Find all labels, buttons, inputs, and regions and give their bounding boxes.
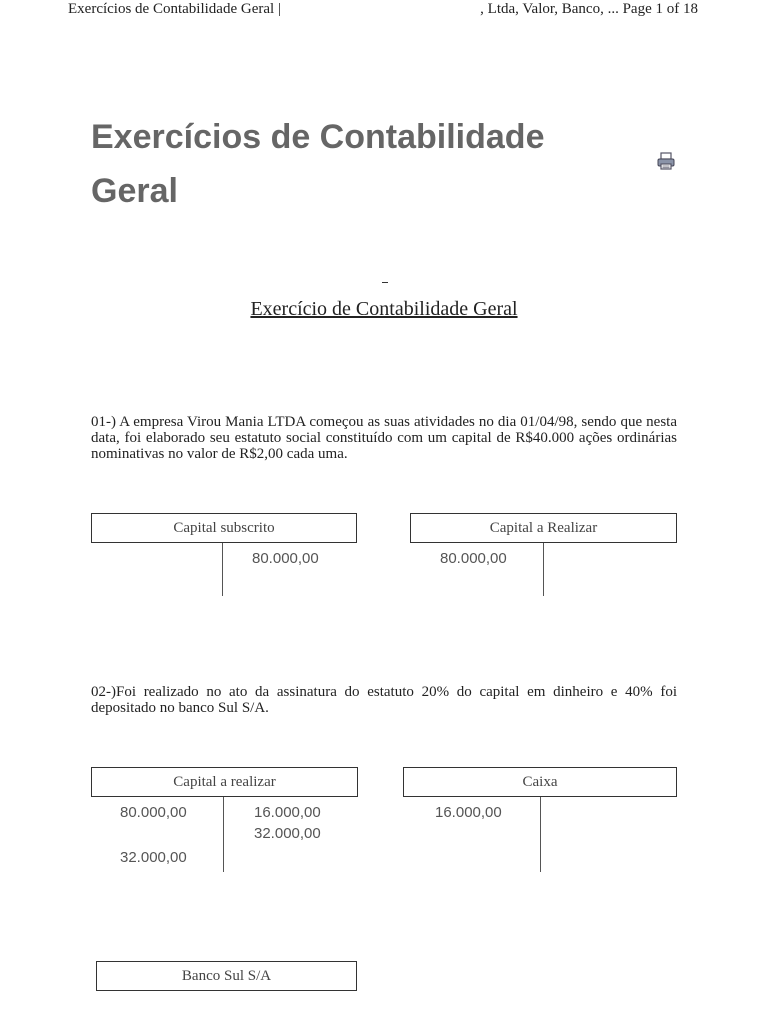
account-capital-subscrito-title: Capital subscrito xyxy=(91,513,357,543)
account-capital-a-realizar-2-title: Capital a realizar xyxy=(91,767,358,797)
decorative-dash xyxy=(382,282,388,283)
question-1-text: 01-) A empresa Virou Mania LTDA começou as suas atividades no dia 01/04/98, sendo que nesta data, foi elaborado seu estatuto social constituído com um capital de R$40.000 ações ordinárias nominativas no valor de R$2,00 cada uma. xyxy=(91,414,677,462)
account-capital-a-realizar-2-credit-2: 32.000,00 xyxy=(254,825,321,842)
t-account-divider xyxy=(223,797,224,872)
t-account-divider xyxy=(222,543,223,596)
page-header-right: , Ltda, Valor, Banco, ... Page 1 of 18 xyxy=(480,1,698,17)
page-header-left: Exercícios de Contabilidade Geral | xyxy=(68,1,281,17)
account-capital-a-realizar-title: Capital a Realizar xyxy=(410,513,677,543)
account-capital-a-realizar-2-debit-1: 80.000,00 xyxy=(120,804,187,821)
t-account-divider xyxy=(540,797,541,872)
account-capital-subscrito-credit: 80.000,00 xyxy=(252,550,319,567)
document-subtitle: Exercício de Contabilidade Geral xyxy=(250,298,518,320)
question-2-text: 02-)Foi realizado no ato da assinatura do estatuto 20% do capital em dinheiro e 40% foi depositado no banco Sul S/A. xyxy=(91,684,677,716)
account-capital-a-realizar-debit: 80.000,00 xyxy=(440,550,507,567)
printer-icon[interactable] xyxy=(656,151,676,171)
account-capital-a-realizar-2-credit-1: 16.000,00 xyxy=(254,804,321,821)
account-caixa-debit: 16.000,00 xyxy=(435,804,502,821)
t-account-divider xyxy=(543,543,544,596)
page-title: Exercícios de Contabilidade Geral xyxy=(91,118,545,210)
account-capital-a-realizar-2-debit-2: 32.000,00 xyxy=(120,849,187,866)
account-banco-sul-title: Banco Sul S/A xyxy=(96,961,357,991)
account-caixa-title: Caixa xyxy=(403,767,677,797)
